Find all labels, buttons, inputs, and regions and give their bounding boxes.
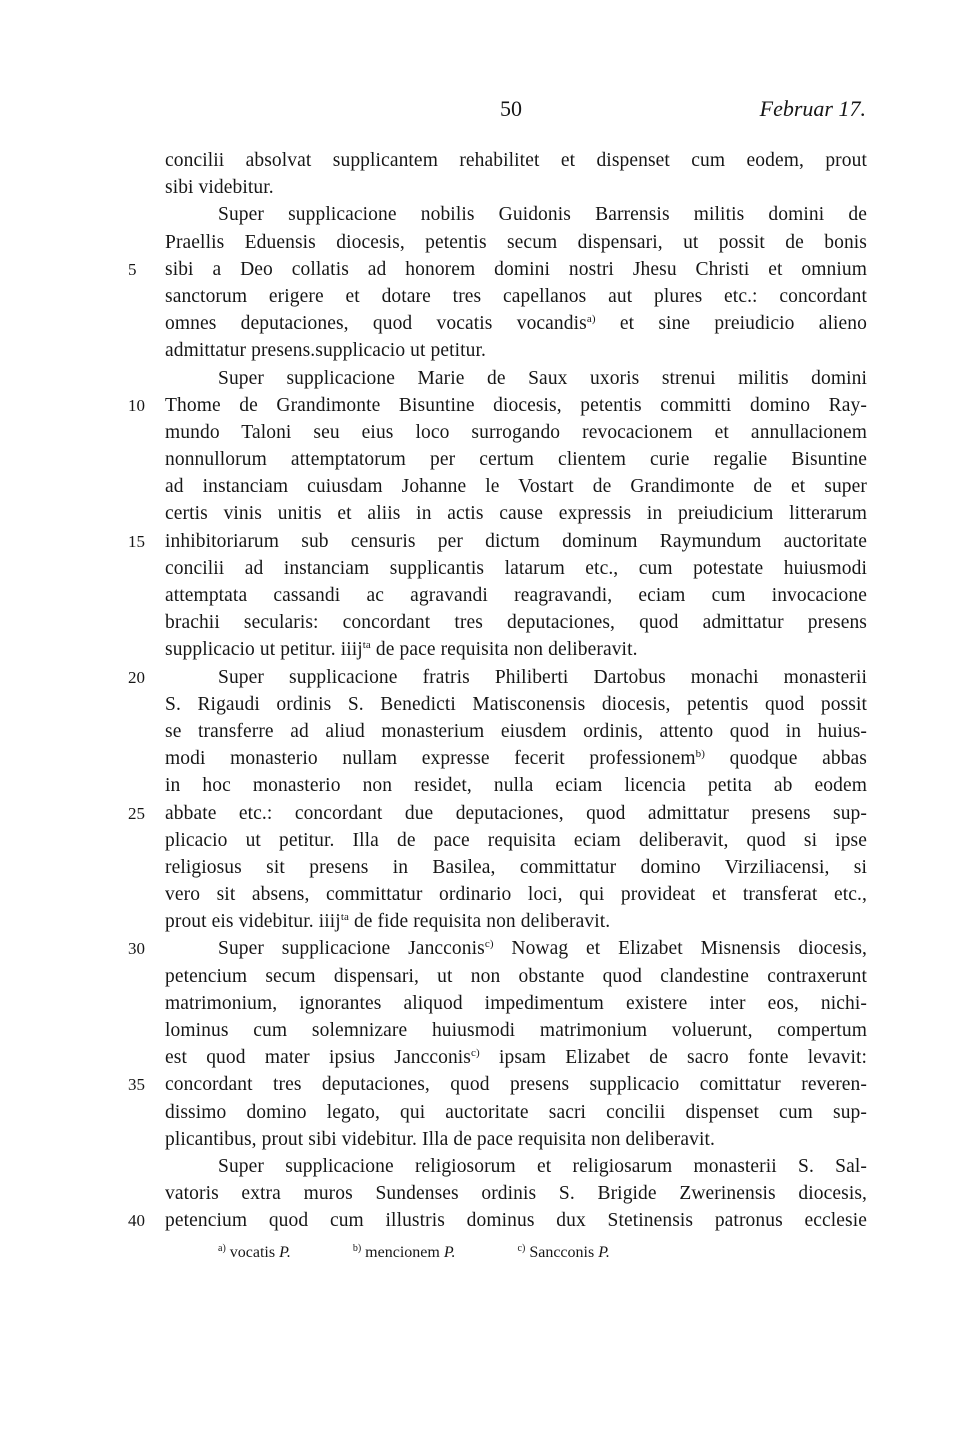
line-text-segment: de fide requisita non deliberavit.	[348, 911, 611, 933]
running-head-date: Februar 17.	[759, 96, 866, 121]
line-text-segment: se transferre ad aliud monasterium eiusdem ordinis, attento quod in huius-	[165, 720, 867, 742]
line-text-segment: omnes deputaciones, quod vocatis vocandis	[165, 313, 587, 335]
footnote	[353, 1244, 456, 1262]
line-number: 20	[128, 667, 145, 687]
text-line	[0, 664, 960, 691]
text-line	[0, 908, 960, 935]
line-text-segment: prout eis videbitur. iiij	[165, 911, 341, 933]
line-text	[165, 881, 867, 908]
text-line	[0, 1180, 960, 1207]
line-text	[165, 745, 867, 772]
text-line	[0, 310, 960, 337]
text-line	[0, 528, 960, 555]
line-text	[165, 854, 867, 881]
line-text-segment: abbate etc.: concordant due deputaciones, quod admittatur presens sup-	[165, 802, 867, 824]
line-text-segment: Super supplicacione Marie de Saux uxoris strenui militis domini	[218, 367, 867, 389]
line-text	[165, 500, 867, 527]
line-text	[165, 691, 867, 718]
text-line	[0, 1126, 960, 1153]
footnote-siglum: P.	[279, 1244, 291, 1261]
line-text-segment: Super supplicacione nobilis Guidonis Barrensis militis domini de	[218, 204, 867, 226]
footnote-reference: c)	[484, 938, 494, 951]
footnote-text: Sancconis	[529, 1244, 595, 1261]
footnote-reference: c)	[471, 1047, 480, 1060]
text-line	[0, 990, 960, 1017]
line-text	[165, 908, 867, 935]
line-text-segment: sibi a Deo collatis ad honorem domini nostri Jhesu Christi et omnium	[165, 258, 867, 280]
line-text	[218, 201, 867, 228]
line-text	[165, 555, 867, 582]
line-number: 15	[128, 531, 145, 551]
line-text-segment: attemptata cassandi ac agravandi reagravandi, eciam cum invocacione	[165, 585, 867, 606]
line-text	[165, 473, 867, 500]
line-text-segment: lominus cum solemnizare huiusmodi matrimonium voluerunt, compertum	[165, 1020, 867, 1041]
text-line	[0, 772, 960, 799]
footnote	[518, 1244, 610, 1262]
line-text-segment: quodque abbas	[705, 748, 867, 770]
line-text	[165, 1126, 867, 1153]
line-text-segment: petencium quod cum illustris dominus dux Stetinensis patronus ecclesie	[165, 1210, 867, 1232]
line-text-segment: Super supplicacione Jancconis	[218, 938, 485, 960]
line-number: 35	[128, 1075, 145, 1095]
line-text	[165, 772, 867, 799]
footnotes	[218, 1244, 672, 1262]
footnote-reference: ta	[340, 911, 349, 924]
line-text-segment: sanctorum erigere et dotare tres capellanos aut plures etc.: concordant	[165, 285, 867, 307]
text-line	[0, 555, 960, 582]
text-line	[0, 256, 960, 283]
text-line	[0, 174, 960, 201]
line-text-segment: Thome de Grandimonte Bisuntine diocesis, petentis committi domino Ray-	[165, 394, 867, 416]
line-text-segment: vero sit absens, committatur ordinario loci, qui provideat et transferat etc.,	[165, 884, 867, 906]
text-line	[0, 745, 960, 772]
line-text	[165, 1099, 867, 1126]
line-text	[218, 1153, 867, 1180]
text-line	[0, 446, 960, 473]
line-text-segment: certis vinis unitis et aliis in actis cause expressis in preiudicium litterarum	[165, 503, 867, 525]
text-line	[0, 935, 960, 962]
line-text-segment: est quod mater ipsius Jancconis	[165, 1047, 471, 1069]
line-text	[165, 1044, 867, 1071]
line-text	[165, 229, 867, 256]
line-text	[165, 718, 867, 745]
line-text-segment: concordant tres deputaciones, quod presens supplicacio comittatur reveren-	[165, 1074, 867, 1096]
line-text-segment: dissimo domino legato, qui auctoritate sacri concilii dispenset cum sup-	[165, 1101, 867, 1123]
line-text	[165, 528, 867, 555]
footnote-reference: b)	[695, 748, 706, 761]
line-text-segment: modi monasterio nullam expresse fecerit professionem	[165, 748, 696, 770]
line-text-segment: Praellis Eduensis diocesis, petentis secum dispensari, ut possit de bonis	[165, 231, 867, 253]
text-line	[0, 827, 960, 854]
text-line	[0, 473, 960, 500]
line-text	[165, 392, 867, 419]
footnote-siglum: P.	[598, 1244, 610, 1261]
line-text	[165, 310, 867, 337]
line-text	[165, 1207, 867, 1234]
footnote	[218, 1244, 291, 1262]
text-line	[0, 582, 960, 609]
footnote-mark: a)	[218, 1243, 226, 1254]
line-text-segment: de pace requisita non deliberavit.	[370, 639, 638, 661]
line-text	[165, 1180, 867, 1207]
text-line	[0, 201, 960, 228]
line-text	[165, 990, 867, 1017]
line-text	[165, 1071, 867, 1098]
line-text	[165, 147, 867, 174]
page-number: 50	[500, 96, 522, 121]
line-text	[165, 800, 867, 827]
text-line	[0, 229, 960, 256]
footnote-siglum: P.	[443, 1244, 456, 1261]
line-text	[218, 935, 867, 962]
line-text-segment: supplicacio ut petitur. iiij	[165, 639, 363, 661]
text-line	[0, 800, 960, 827]
footnote-mark: c)	[517, 1243, 526, 1254]
line-text-segment: ipsam Elizabet de sacro fonte levavit:	[479, 1047, 867, 1069]
line-text-segment: et sine preiudicio alieno	[595, 313, 867, 335]
line-text-segment: Super supplicacione religiosorum et religiosarum monasterii S. Sal-	[218, 1155, 867, 1177]
line-text	[165, 827, 867, 854]
text-line	[0, 1071, 960, 1098]
line-text	[165, 419, 867, 446]
text-line	[0, 1207, 960, 1234]
line-text	[165, 283, 867, 310]
text-line	[0, 963, 960, 990]
line-text-segment: sibi videbitur.	[165, 177, 274, 199]
line-number: 5	[128, 259, 137, 279]
line-text-segment: ad instanciam cuiusdam Johanne le Vostart de Grandimonte de et super	[165, 476, 867, 498]
line-text	[165, 582, 867, 609]
line-text-segment: religiosus sit presens in Basilea, committatur domino Virziliacensi, si	[165, 856, 867, 878]
text-line	[0, 147, 960, 174]
text-line	[0, 283, 960, 310]
footnote-mark: b)	[352, 1243, 362, 1254]
line-text-segment: petencium secum dispensari, ut non obstante quod clandestine contraxerunt	[165, 965, 867, 987]
line-text	[165, 1017, 867, 1044]
line-text-segment: matrimonium, ignorantes aliquod impedimentum existere inter eos, nichi-	[165, 992, 867, 1014]
line-text-segment: Super supplicacione fratris Philiberti Dartobus monachi monasterii	[218, 666, 867, 688]
line-text-segment: plicantibus, prout sibi videbitur. Illa de pace requisita non deliberavit.	[165, 1128, 716, 1150]
line-text-segment: mundo Taloni seu eius loco surrogando revocacionem et annullacionem	[165, 421, 867, 443]
line-text	[165, 337, 867, 364]
text-line	[0, 636, 960, 663]
text-line	[0, 1153, 960, 1180]
text-line	[0, 609, 960, 636]
line-text	[165, 174, 867, 201]
text-line	[0, 1099, 960, 1126]
line-text-segment: admittatur presens.supplicacio ut petitur.	[165, 340, 486, 362]
text-line	[0, 1017, 960, 1044]
line-text-segment: plicacio ut petitur. Illa de pace requisita eciam deliberavit, quod si ipse	[165, 829, 867, 851]
line-text	[165, 446, 867, 473]
text-line	[0, 500, 960, 527]
footnote-reference: a)	[586, 313, 596, 326]
line-number: 30	[128, 939, 145, 959]
line-text-segment: inhibitoriarum sub censuris per dictum dominum Raymundum auctoritate	[165, 530, 867, 552]
footnote-reference: ta	[362, 639, 371, 652]
line-number: 25	[128, 803, 145, 823]
footnote-text: mencionem	[365, 1244, 440, 1261]
line-text-segment: nonnullorum attemptatorum per certum clientem curie regalie Bisuntine	[165, 449, 867, 471]
page-header	[0, 96, 960, 126]
text-line	[0, 419, 960, 446]
line-text-segment: brachii secularis: concordant tres deputaciones, quod admittatur presens	[165, 612, 867, 634]
text-line	[0, 854, 960, 881]
line-number: 40	[128, 1211, 145, 1231]
line-number: 10	[128, 395, 145, 415]
text-line	[0, 337, 960, 364]
text-line	[0, 365, 960, 392]
line-text	[165, 963, 867, 990]
main-text	[0, 147, 960, 1235]
line-text	[218, 365, 867, 392]
footnote-text: vocatis	[229, 1244, 276, 1261]
text-line	[0, 881, 960, 908]
text-line	[0, 1044, 960, 1071]
line-text-segment: Nowag et Elizabet Misnensis diocesis,	[493, 938, 867, 960]
line-text-segment: in hoc monasterio non residet, nulla eciam licencia petita ab eodem	[165, 775, 867, 797]
line-text	[165, 636, 867, 663]
line-text	[218, 664, 867, 691]
line-text-segment: S. Rigaudi ordinis S. Benedicti Matisconensis diocesis, petentis quod possit	[165, 693, 867, 715]
line-text-segment: vatoris extra muros Sundenses ordinis S. Brigide Zwerinensis diocesis,	[165, 1183, 867, 1205]
text-line	[0, 691, 960, 718]
text-line	[0, 392, 960, 419]
text-line	[0, 718, 960, 745]
line-text-segment: concilii ad instanciam supplicantis latarum etc., cum potestate huiusmodi	[165, 557, 867, 579]
line-text	[165, 256, 867, 283]
line-text-segment: concilii absolvat supplicantem rehabilitet et dispenset cum eodem, prout	[165, 150, 867, 171]
line-text	[165, 609, 867, 636]
